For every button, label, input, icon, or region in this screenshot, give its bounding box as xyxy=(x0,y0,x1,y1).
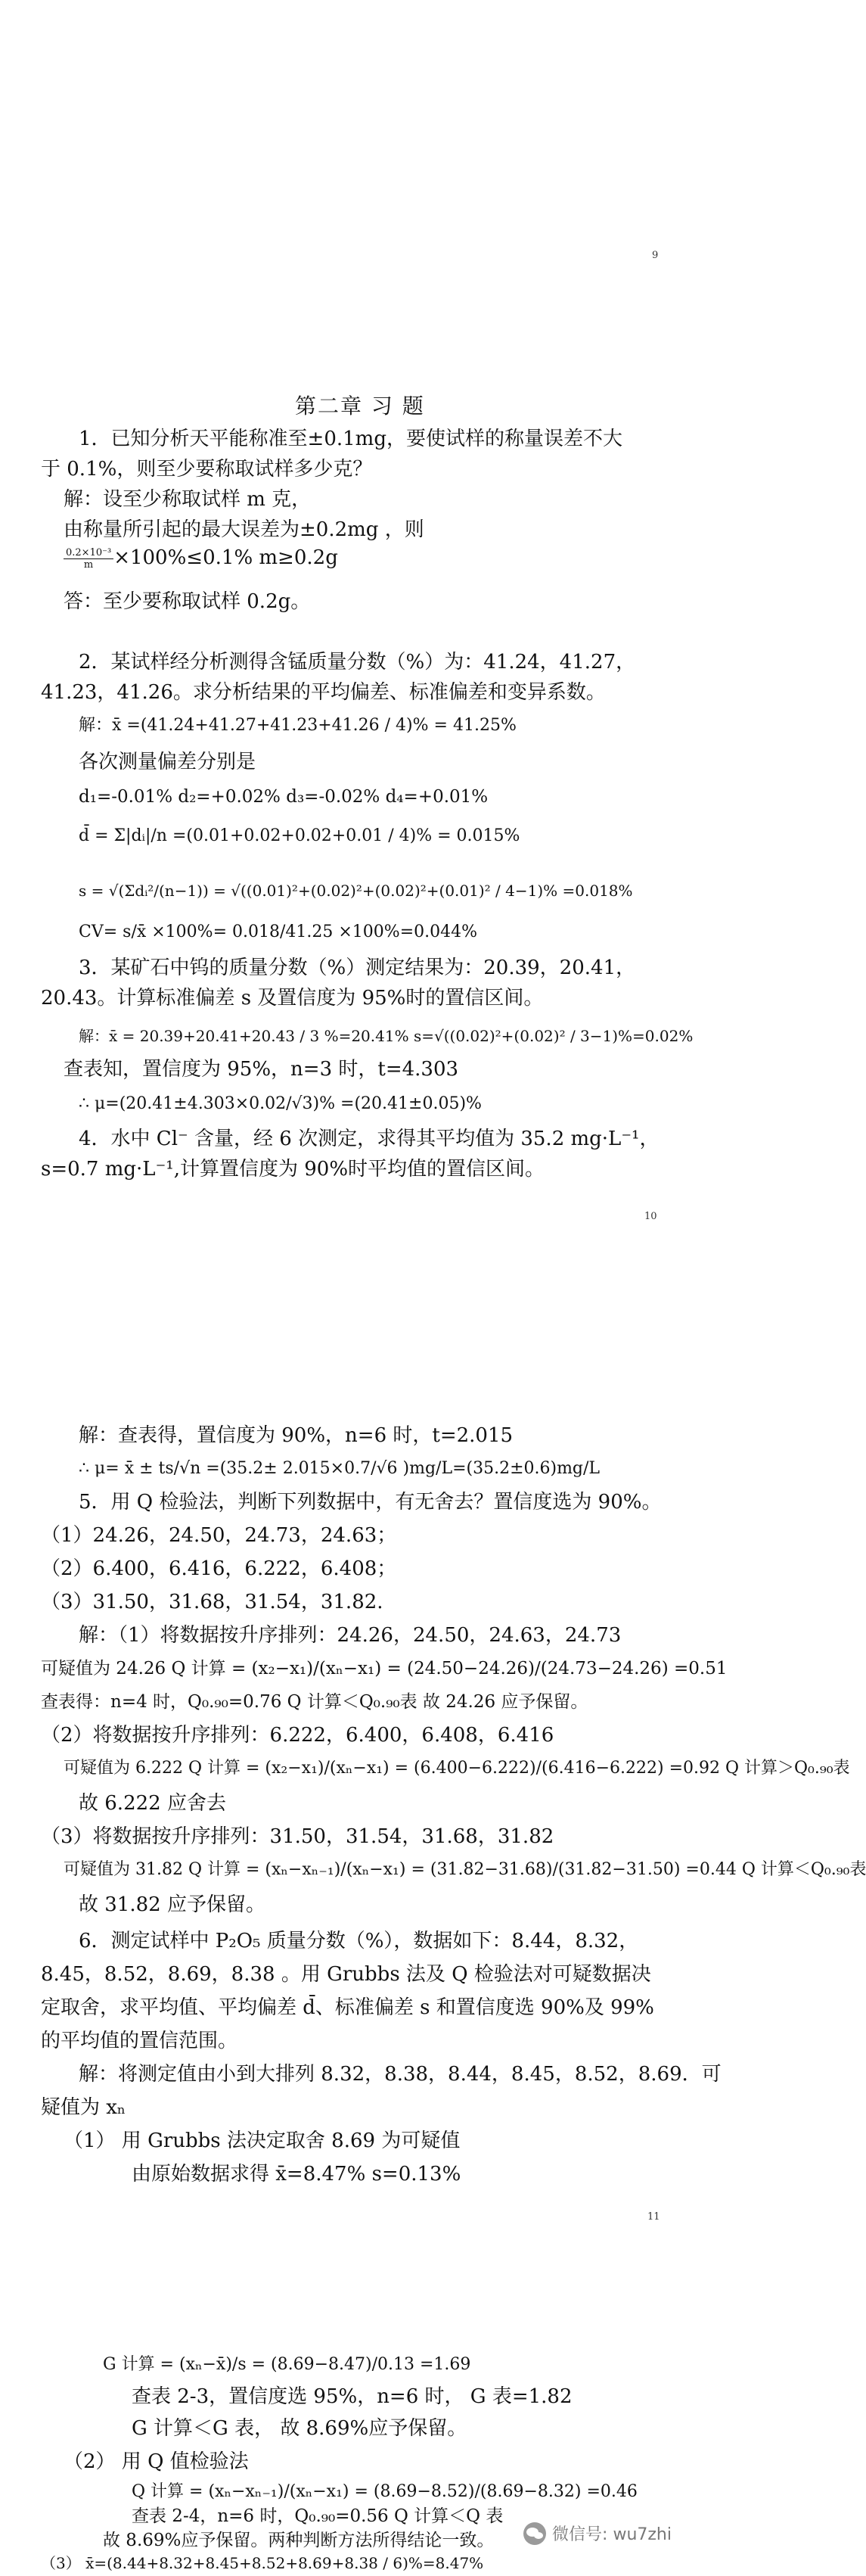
q2-standard-deviation: s = √(Σdᵢ²/(n−1)) = √((0.01)²+(0.02)²+(0.02)²+(0.01)² / 4−1)% =0.018% xyxy=(79,882,633,900)
question-1-line1: 1．已知分析天平能称准至±0.1mg，要使试样的称量误差不大 xyxy=(79,428,622,450)
page-number: 10 xyxy=(644,1211,657,1222)
q5-data-1: （1）24.26，24.50，24.73，24.63； xyxy=(41,1524,397,1547)
fraction-denominator: m xyxy=(83,558,94,571)
q1-answer: 答：至少要称取试样 0.2g。 xyxy=(64,590,311,613)
q6-q-test-calc: Q 计算 = (xₙ−xₙ₋₁)/(xₙ−x₁) = (8.69−8.52)/(8.69−8.32) =0.46 xyxy=(132,2482,638,2501)
q6-grubbs-conclusion: G 计算＜G 表， 故 8.69%应予保留。 xyxy=(132,2417,467,2440)
page-number: 11 xyxy=(647,2211,660,2223)
q2-average-deviation: d̄ = Σ|dᵢ|/n =(0.01+0.02+0.02+0.01 / 4)% = 0.015% xyxy=(79,826,520,845)
question-6-line4: 的平均值的置信范围。 xyxy=(41,2030,238,2052)
q5-solution-1c: 查表得：n=4 时，Q₀.₉₀=0.76 Q 计算＜Q₀.₉₀表 故 24.26 应予保留。 xyxy=(41,1692,588,1712)
q6-solution-line2: 疑值为 xₙ xyxy=(41,2096,126,2119)
q6-grubbs-g-calc: G 计算 = (xₙ−x̄)/s = (8.69−8.47)/0.13 =1.69 xyxy=(103,2355,471,2374)
question-3-line2: 20.43。计算标准偏差 s 及置信度为 95%时的置信区间。 xyxy=(41,987,544,1010)
q1-solution-line1: 解：设至少称取试样 m 克， xyxy=(64,488,312,511)
q4-solution-line1: 解：查表得，置信度为 90%，n=6 时，t=2.015 xyxy=(79,1424,514,1447)
question-2-line2: 41.23，41.26。求分析结果的平均偏差、标准偏差和变异系数。 xyxy=(41,681,606,704)
q2-mean-label: 解： xyxy=(79,716,113,735)
question-3-line1: 3．某矿石中钨的质量分数（%）测定结果为：20.39，20.41， xyxy=(79,957,636,979)
wechat-icon xyxy=(523,2522,546,2545)
fraction-numerator: 0.2×10⁻³ xyxy=(64,547,113,559)
q5-solution-2a: （2）将数据按升序排列：6.222，6.400，6.408，6.416 xyxy=(41,1724,554,1747)
q4-solution-line2: ∴ μ= x̄ ± ts/√n =(35.2± 2.015×0.7/√6 )mg/L=(35.2±0.6)mg/L xyxy=(79,1459,601,1478)
q2-deviations: d₁=-0.01% d₂=+0.02% d₃=-0.02% d₄=+0.01% xyxy=(79,787,489,807)
q1-inequality: ×100%≤0.1% m≥0.2g xyxy=(113,546,338,569)
question-4-line2: s=0.7 mg·L⁻¹,计算置信度为 90%时平均值的置信区间。 xyxy=(41,1158,545,1181)
q1-solution-line3 xyxy=(64,545,338,571)
q5-data-3: （3）31.50，31.68，31.54，31.82. xyxy=(41,1591,383,1613)
q5-data-2: （2）6.400，6.416，6.222，6.408； xyxy=(41,1557,397,1580)
q5-solution-3a: （3）将数据按升序排列：31.50，31.54，31.68，31.82 xyxy=(41,1825,554,1848)
question-2-line1: 2．某试样经分析测得含锰质量分数（%）为：41.24，41.27， xyxy=(79,651,636,674)
q6-q-test-heading: （2） 用 Q 值检验法 xyxy=(64,2450,249,2473)
q5-solution-3b: 可疑值为 31.82 Q 计算 = (xₙ−xₙ₋₁)/(xₙ−x₁) = (31.82−31.68)/(31.82−31.50) =0.44 Q 计算＜Q₀.₉₀表 xyxy=(64,1860,866,1879)
page-number: 9 xyxy=(652,250,659,261)
question-5-line1: 5．用 Q 检验法，判断下列数据中，有无舍去？置信度选为 90%。 xyxy=(79,1491,662,1514)
q3-solution-line2: 查表知，置信度为 95%，n=3 时，t=4.303 xyxy=(64,1058,459,1081)
chapter-title: 第二章 习 题 xyxy=(295,394,425,418)
q5-solution-3c: 故 31.82 应予保留。 xyxy=(79,1893,265,1916)
question-6-line1: 6．测定试样中 P₂O₅ 质量分数（%），数据如下：8.44，8.32， xyxy=(79,1930,639,1952)
q5-solution-2c: 故 6.222 应舍去 xyxy=(79,1792,226,1815)
q6-grubbs-stats: 由原始数据求得 x̄=8.47% s=0.13% xyxy=(132,2163,461,2186)
question-1-line2: 于 0.1%，则至少要称取试样多少克？ xyxy=(41,458,373,481)
q5-solution-2b: 可疑值为 6.222 Q 计算 = (x₂−x₁)/(xₙ−x₁) = (6.400−6.222)/(6.416−6.222) =0.92 Q 计算＞Q₀.₉₀表 xyxy=(64,1759,850,1778)
q6-grubbs-heading: （1） 用 Grubbs 法决定取舍 8.69 为可疑值 xyxy=(64,2130,461,2152)
question-6-line3: 定取舍，求平均值、平均偏差 d̄、标准偏差 s 和置信度选 90%及 99% xyxy=(41,1996,654,2019)
q2-deviation-title: 各次测量偏差分别是 xyxy=(79,751,256,773)
q6-q-test-conclusion: 故 8.69%应予保留。两种判断方法所得结论一致。 xyxy=(103,2531,495,2550)
q2-coefficient-of-variation: CV= s/x̄ ×100%= 0.018/41.25 ×100%=0.044% xyxy=(79,922,478,941)
q2-mean xyxy=(79,713,517,739)
q5-solution-1b: 可疑值为 24.26 Q 计算 = (x₂−x₁)/(xₙ−x₁) = (24.50−24.26)/(24.73−24.26) =0.51 xyxy=(41,1659,728,1678)
q6-q-test-table: 查表 2-4，n=6 时，Q₀.₉₀=0.56 Q 计算＜Q 表 xyxy=(132,2506,504,2526)
question-4-line1: 4．水中 Cl⁻ 含量，经 6 次测定，求得其平均值为 35.2 mg·L⁻¹， xyxy=(79,1128,660,1150)
q6-mean-line: （3） x̄=(8.44+8.32+8.45+8.52+8.69+8.38 / 6)%=8.47% xyxy=(41,2554,484,2572)
q3-solution-line3: ∴ μ=(20.41±4.303×0.02/√3)% =(20.41±0.05)% xyxy=(79,1094,482,1113)
watermark-text: 微信号: wu7zhi xyxy=(552,2525,672,2544)
watermark xyxy=(523,2522,672,2545)
question-6-line2: 8.45，8.52，8.69，8.38 。用 Grubbs 法及 Q 检验法对可疑数据决 xyxy=(41,1963,651,1986)
q3-solution-line1: 解：x̄ = 20.39+20.41+20.43 / 3 %=20.41% s=√((0.02)²+(0.02)² / 3−1)%=0.02% xyxy=(79,1027,694,1045)
q5-solution-1a: 解：（1）将数据按升序排列：24.26，24.50，24.63，24.73 xyxy=(79,1624,622,1647)
q6-grubbs-table: 查表 2-3，置信度选 95%，n=6 时， G 表=1.82 xyxy=(132,2385,573,2408)
q1-solution-line2: 由称量所引起的最大误差为±0.2mg ，则 xyxy=(64,518,424,541)
q2-mean-expression: x̄ =(41.24+41.27+41.23+41.26 / 4)% = 41.25% xyxy=(112,716,517,735)
q6-solution-line1: 解：将测定值由小到大排列 8.32，8.38，8.44，8.45，8.52，8.69．可 xyxy=(79,2063,722,2086)
